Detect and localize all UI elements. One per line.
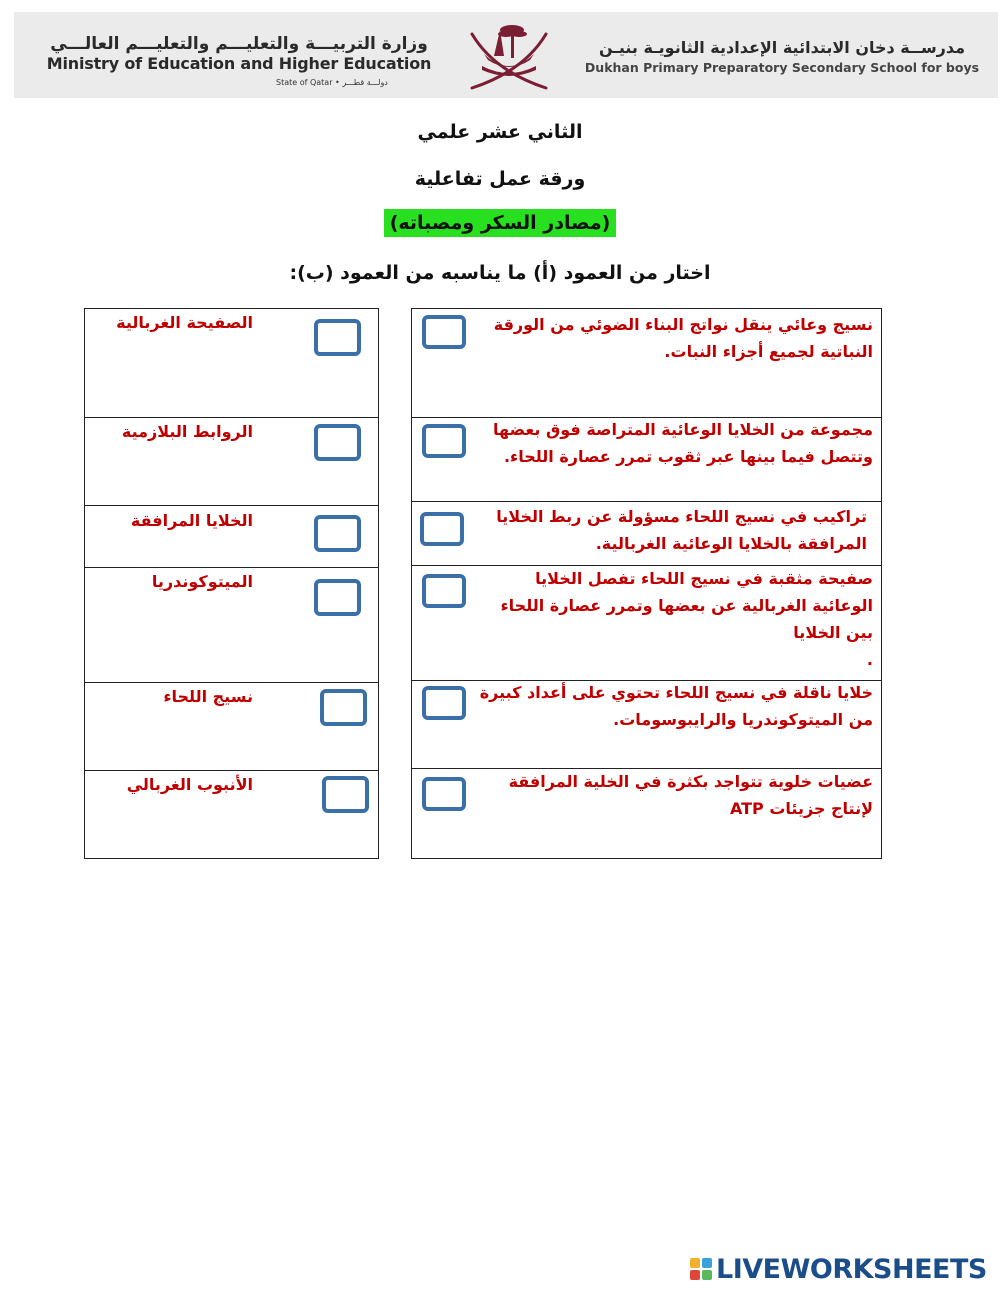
column-a-text: عضيات خلوية تتواجد بكثرة في الخلية المرافقة لإنتاج جزيئات ATP xyxy=(508,772,873,818)
school-block xyxy=(572,38,992,78)
ministry-name-ar: وزارة التربيـــة والتعليـــم والتعليـــم العالـــي xyxy=(50,34,428,54)
column-a-text: خلايا ناقلة في نسيج اللحاء تحتوي على أعداد كبيرة من الميتوكوندريا والرايبوسومات. xyxy=(479,683,873,729)
column-b-text: الخلايا المرافقة xyxy=(130,511,253,530)
answer-box-b1[interactable] xyxy=(314,319,361,356)
column-a-text: مجموعة من الخلايا الوعائية المتراصة فوق بعضها وتتصل فيما بينها عبر ثقوب تمرر عصارة اللحاء. xyxy=(493,420,873,466)
grade-title: الثاني عشر علمي xyxy=(417,121,583,143)
column-a-text: نسيج وعائي ينقل نواتج البناء الضوئي من الورقة النباتية لجميع أجزاء النبات. xyxy=(493,315,873,361)
column-b-row-2 xyxy=(84,417,379,506)
answer-box-a1[interactable] xyxy=(422,315,466,349)
column-a-row-3 xyxy=(411,501,882,566)
answer-box-a6[interactable] xyxy=(422,777,466,811)
liveworksheets-brand: LIVEWORKSHEETS xyxy=(716,1254,987,1285)
column-b-row-6 xyxy=(84,770,379,859)
column-b-text: نسيج اللحاء xyxy=(163,687,253,706)
header-banner xyxy=(14,12,998,98)
answer-box-b4[interactable] xyxy=(314,579,361,616)
column-a-text: تراكيب في نسيج اللحاء مسؤولة عن ربط الخلايا المرافقة بالخلايا الوعائية الغربالية. xyxy=(496,507,867,553)
column-b-text: الروابط البلازمية xyxy=(121,422,253,441)
topic-highlight: (مصادر السكر ومصباته) xyxy=(384,209,617,237)
school-name-en: Dukhan Primary Preparatory Secondary School for boys xyxy=(584,60,980,75)
column-b-text: الميتوكوندريا xyxy=(151,572,253,591)
column-b-row-3 xyxy=(84,505,379,568)
answer-box-b2[interactable] xyxy=(314,424,361,461)
worksheet-title: ورقة عمل تفاعلية xyxy=(414,168,586,190)
answer-box-b6[interactable] xyxy=(322,776,369,813)
school-name-ar: مدرســة دخان الابتدائية الإعدادية الثانويـة بنيـن xyxy=(598,38,966,57)
answer-box-a5[interactable] xyxy=(422,686,466,720)
column-b-row-1 xyxy=(84,308,379,418)
column-b-row-4 xyxy=(84,567,379,683)
topic-title xyxy=(0,212,1000,234)
answer-box-b5[interactable] xyxy=(320,689,367,726)
ministry-name-en: Ministry of Education and Higher Education xyxy=(46,54,432,73)
column-a-row-1 xyxy=(411,308,882,418)
answer-box-a2[interactable] xyxy=(422,424,466,458)
answer-box-b3[interactable] xyxy=(314,515,361,552)
qatar-emblem-icon xyxy=(454,16,564,96)
state-of-qatar: State of Qatar • دولـــة قطـــر xyxy=(276,78,388,87)
liveworksheets-logo-icon xyxy=(690,1258,714,1282)
column-b-row-5 xyxy=(84,682,379,771)
ministry-block xyxy=(24,34,454,74)
column-b-text: الصفيحة الغربالية xyxy=(116,313,253,332)
column-b-text: الأنبوب الغربالي xyxy=(126,775,253,794)
column-a-text: صفيحة مثقبة في نسيج اللحاء تفصل الخلايا الوعائية الغربالية عن بعضها وتمرر عصارة اللحاء بين الخلايا . xyxy=(500,569,873,669)
column-a-row-4 xyxy=(411,565,882,681)
answer-box-a3[interactable] xyxy=(420,512,464,546)
instruction-text: اختار من العمود (أ) ما يناسبه من العمود (ب): xyxy=(289,262,711,284)
column-a-row-6 xyxy=(411,768,882,859)
column-a-row-2 xyxy=(411,417,882,502)
answer-box-a4[interactable] xyxy=(422,574,466,608)
column-a-row-5 xyxy=(411,680,882,769)
